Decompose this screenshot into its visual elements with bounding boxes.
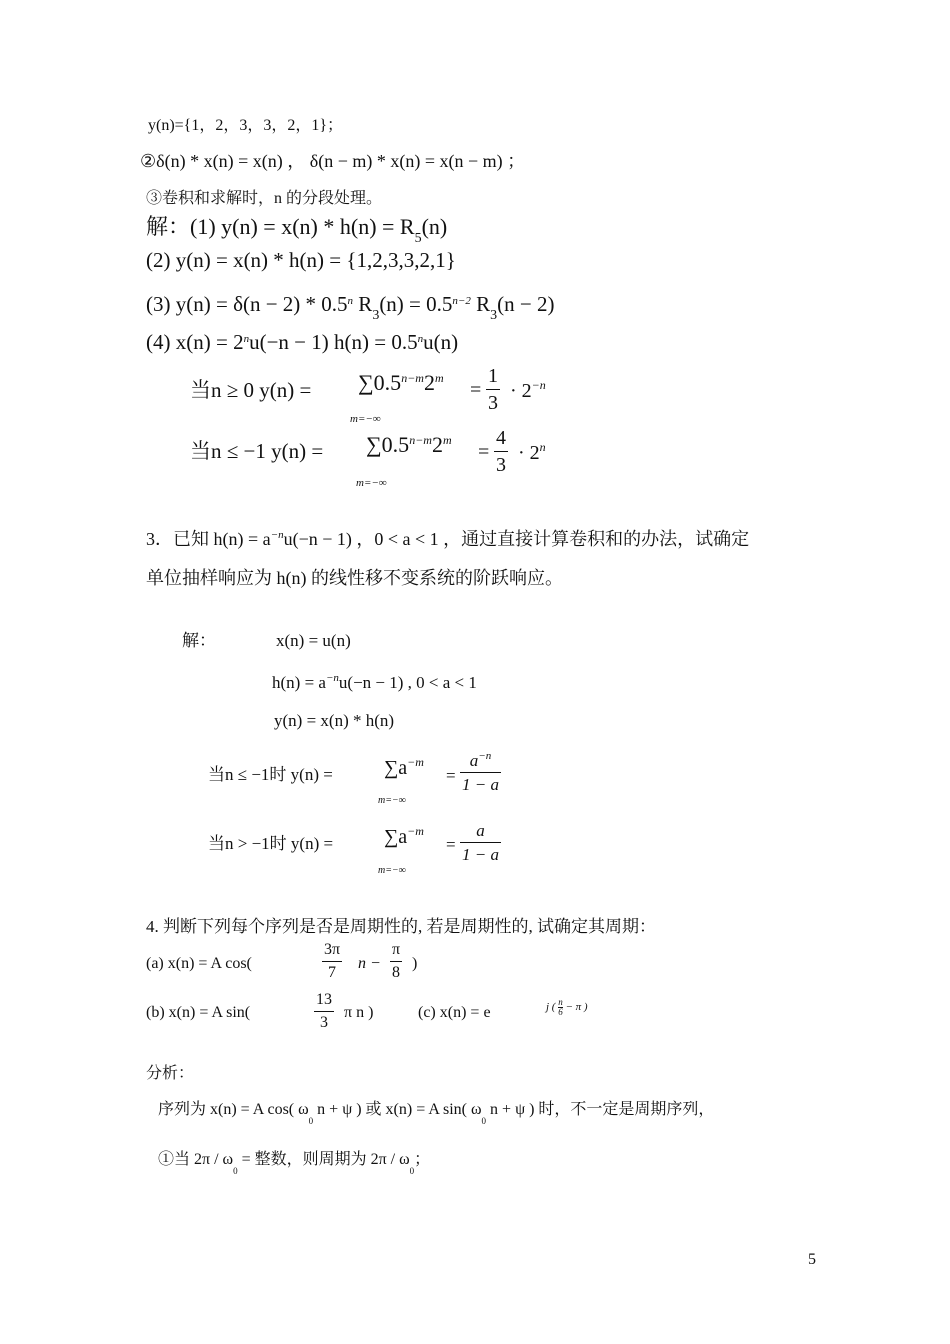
analysis-label: 分析：	[146, 1065, 195, 1082]
case-n-le-neg1-tail: · $2^n$	[518, 440, 546, 464]
analysis-line1: 序列为 x(n) = A cos( $\omega_0$ n + ψ ) 或 x(n) = A sin( $\omega_0$ n + ψ ) 时，不一定是周期序列，	[158, 1101, 715, 1126]
answer-3-case2-sum: $\sum a^{-m}$	[384, 824, 424, 848]
answer-3-input: x(n) = u(n)	[276, 631, 351, 650]
case-n-ge-0-sum: $\sum 0.5^{n-m}2^m$	[358, 370, 444, 395]
answer-3-label: 解：	[182, 631, 216, 650]
question-4b-fraction: $\frac{13}{3}$	[316, 991, 332, 1031]
answer-3-case2-label: 当n > −1时 y(n) =	[208, 834, 334, 853]
case-n-le-neg1-eq: =	[478, 441, 490, 463]
question-4a-fraction1: $\frac{3\pi}{7}$	[324, 941, 341, 981]
answer-3-case2-limit: m=−∞	[378, 865, 406, 876]
case-n-le-neg1-label: 当n ≤ −1 y(n) =	[190, 439, 324, 463]
analysis-line2: ①当 $2\pi / \omega_0$ = 整数，则周期为 $2\pi / \omega_0$；	[158, 1151, 431, 1176]
case-n-le-neg1-sum: $\sum 0.5^{n-m}2^m$	[366, 432, 452, 457]
solution-4: (4) $x(n) = 2^nu(-n - 1) h(n) = 0.5^nu(n)$	[146, 330, 459, 354]
answer-3-convolution: y(n) = x(n) * h(n)	[274, 711, 395, 730]
question-4a-mid: n −	[358, 955, 381, 972]
case-n-ge-0-limit: m=−∞	[350, 413, 381, 425]
solution-3: (3) y(n) = δ(n − 2) * 0.5$^n$ $R_3(n) = 0.5^{n-2}$ $R_3(n - 2)$	[146, 292, 555, 323]
case-n-le-neg1-limit: m=−∞	[356, 477, 387, 489]
answer-3-case1-sum: $\sum a^{-m}$	[384, 755, 424, 779]
question-3-line2: 单位抽样响应为 h(n) 的线性移不变系统的阶跃响应。	[146, 568, 563, 588]
answer-3-case1-label: 当n ≤ −1时 y(n) =	[208, 765, 333, 784]
question-4c-prefix: (c) x(n) = e	[418, 1004, 491, 1021]
question-4c-exponent: j ( $\frac{n}{6}$ − π )	[546, 997, 588, 1017]
answer-3-case1-fraction: $\frac{a^{-n}}{1 - a}$	[462, 750, 499, 794]
case-n-le-neg1-fraction: $\frac{4}{3}$	[496, 427, 506, 476]
sequence-result: y(n)={1，2，3，3，2，1}；	[148, 117, 344, 134]
delta-property: ②δ(n) * x(n) = x(n) ， δ(n − m) * x(n) = x(n − m) ；	[140, 151, 526, 171]
answer-3-impulse: $h(n) = a^{-n}u(-n - 1)$ , 0 < a < 1	[272, 672, 477, 692]
answer-3-case2-eq: =	[446, 835, 456, 854]
solution-1: 解：(1) $y(n) = x(n) * h(n) = R_5(n)$	[146, 214, 448, 246]
question-4b-mid: π n )	[344, 1004, 374, 1021]
answer-3-case1-limit: m=−∞	[378, 795, 406, 806]
question-4a-prefix: (a) x(n) = A cos(	[146, 955, 252, 972]
case-n-ge-0-fraction: $\frac{1}{3}$	[488, 365, 498, 414]
solution-2: (2) y(n) = x(n) * h(n) = {1,2,3,3,2,1}	[146, 248, 456, 272]
answer-3-case2-fraction: $\frac{a}{1 - a}$	[462, 821, 499, 864]
page-number: 5	[808, 1251, 816, 1268]
case-n-ge-0-eq: =	[470, 379, 482, 401]
answer-3-case1-eq: =	[446, 766, 456, 785]
case-n-ge-0-tail: · $2^{-n}$	[510, 378, 546, 402]
question-4b-prefix: (b) x(n) = A sin(	[146, 1004, 251, 1021]
case-n-ge-0-label: 当n ≥ 0 y(n) =	[190, 378, 312, 402]
question-4a-fraction2: $\frac{\pi}{8}$	[392, 941, 401, 981]
question-3-line1: 3．已知 $h(n) = a^{-n}u(-n - 1)$ ，0 < a < 1 ，通过直接计算卷积和的办法，试确定	[146, 529, 750, 549]
question-4-title: 4. 判断下列每个序列是否是周期性的, 若是周期性的, 试确定其周期：	[146, 917, 656, 936]
question-4a-end: )	[412, 955, 418, 972]
segment-note: ③卷积和求解时，n 的分段处理。	[146, 190, 383, 207]
